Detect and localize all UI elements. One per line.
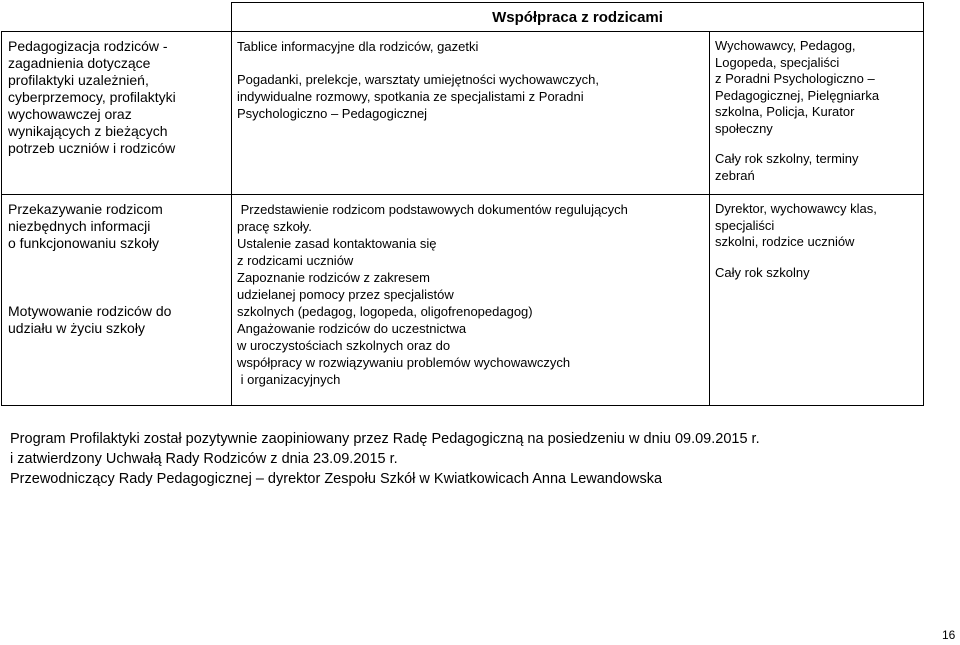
text-line: Pedagogicznej, Pielęgniarka (715, 87, 880, 103)
text-line: potrzeb uczniów i rodziców (8, 140, 176, 156)
text-line: Dyrektor, wychowawcy klas, (715, 201, 877, 216)
text-line: zagadnienia dotyczące (8, 55, 151, 71)
text-line: Przedstawienie rodzicom podstawowych dokumentów regulujących (237, 202, 628, 217)
approval-line-1: Program Profilaktyki został pozytywnie zaopiniowany przez Radę Pedagogiczną na posiedzeniu w dniu 09.09.2015 r. (10, 431, 760, 447)
text-line: Logopeda, specjaliści (715, 54, 840, 70)
row2-topic-cell (2, 195, 232, 406)
text-line: specjaliści (715, 217, 775, 233)
text-line: Ustalenie zasad kontaktowania się (237, 236, 437, 251)
row1-methods-a (237, 38, 705, 55)
table-row (2, 195, 924, 406)
text-line: cyberprzemocy, profilaktyki (8, 89, 176, 105)
text-line: Cały rok szkolny, terminy (715, 151, 859, 166)
row1-responsible (715, 38, 919, 137)
text-line: szkolni, rodzice uczniów (715, 234, 855, 249)
text-line: szkolnych (pedagog, logopeda, oligofrenopedagog) (237, 304, 533, 319)
text-line: Zapoznanie rodziców z zakresem (237, 270, 430, 285)
text-line: pracę szkoły. (237, 219, 312, 234)
text-line: indywidualne rozmowy, spotkania ze specjalistami z Poradni (237, 89, 584, 104)
text-line: wychowawczej oraz (8, 106, 132, 122)
row2-deadline (715, 265, 919, 282)
text-line: Psychologiczno – Pedagogicznej (237, 106, 428, 121)
row2-topic-a (8, 201, 227, 252)
table-header: Współpraca z rodzicami (232, 3, 924, 32)
text-line: szkolna, Policja, Kurator (715, 104, 855, 119)
text-line: udziału w życiu szkoły (8, 320, 145, 336)
text-line: niezbędnych informacji (8, 218, 151, 234)
approval-line-2: i zatwierdzony Uchwałą Rady Rodziców z dnia 23.09.2015 r. (10, 451, 398, 467)
text-line: zebrań (715, 167, 755, 183)
row2-methods-cell (232, 195, 710, 406)
text-line: o funkcjonowaniu szkoły (8, 235, 159, 251)
text-line: Angażowanie rodziców do uczestnictwa (237, 321, 467, 336)
row2-topic-b (8, 303, 227, 337)
text-line: Motywowanie rodziców do (8, 303, 172, 319)
approval-line-3: Przewodniczący Rady Pedagogicznej – dyrektor Zespołu Szkół w Kwiatkowicach Anna Lewandowska (10, 471, 663, 487)
text-line: z Poradni Psychologiczno – (715, 71, 875, 86)
row1-topic (8, 38, 227, 157)
text-line: współpracy w rozwiązywaniu problemów wychowawczych (237, 355, 571, 370)
row1-methods-b (237, 71, 705, 122)
text-line: Cały rok szkolny (715, 264, 810, 280)
table-row (2, 32, 924, 195)
row1-methods-cell (232, 32, 710, 195)
text-line: Przekazywanie rodzicom (8, 201, 163, 217)
text-line: w uroczystościach szkolnych oraz do (237, 338, 451, 353)
row2-responsible-cell (710, 195, 924, 406)
approval-note (10, 429, 760, 489)
text-line: społeczny (715, 120, 773, 136)
text-line: Wychowawcy, Pedagog, (715, 38, 856, 53)
text-line: Tablice informacyjne dla rodziców, gazetki (237, 39, 479, 54)
text-line: Pogadanki, prelekcje, warsztaty umiejętności wychowawczych, (237, 72, 599, 87)
row2-methods (237, 201, 705, 388)
row2-responsible (715, 201, 919, 251)
text-line: profilaktyki uzależnień, (8, 72, 149, 88)
cooperation-table (1, 2, 924, 406)
row1-responsible-cell (710, 32, 924, 195)
row1-topic-cell (2, 32, 232, 195)
text-line: z rodzicami uczniów (237, 253, 354, 268)
text-line: Pedagogizacja rodziców - (8, 38, 168, 54)
text-line: wynikających z bieżących (8, 123, 168, 139)
row1-deadline (715, 151, 919, 184)
page-number: 16 (942, 628, 956, 642)
text-line: i organizacyjnych (237, 372, 341, 387)
text-line: udzielanej pomocy przez specjalistów (237, 287, 454, 302)
